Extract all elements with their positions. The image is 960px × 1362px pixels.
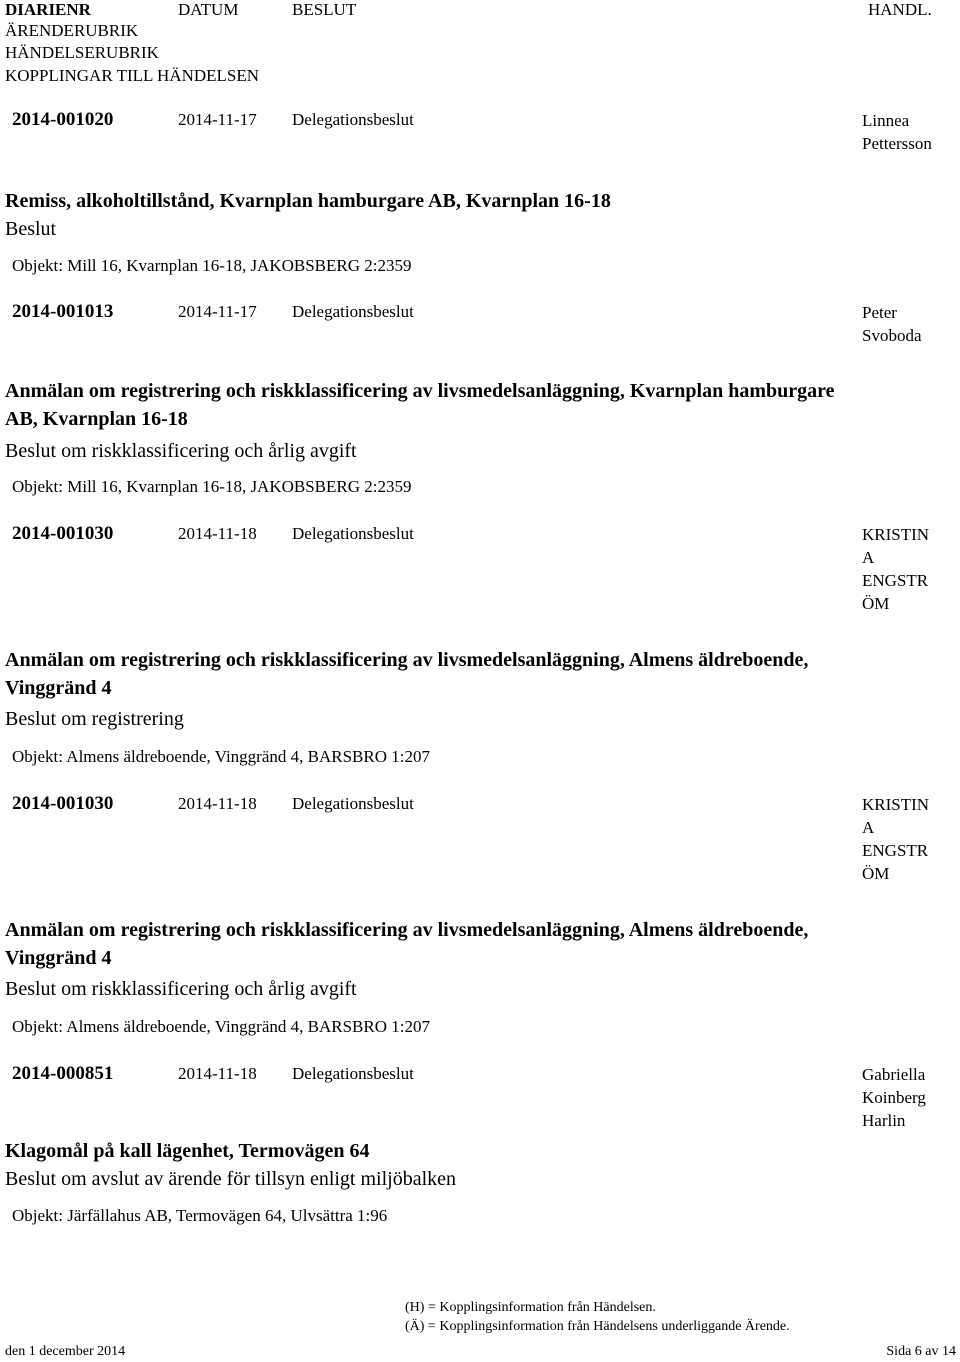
entry-datum: 2014-11-18 [178,1064,257,1083]
entry-handelserubrik: Beslut om riskklassificering och årlig avgift [5,440,357,462]
entry-objekt: Objekt: Mill 16, Kvarnplan 16-18, JAKOBSBERG 2:2359 [12,256,412,275]
entry-arenderubrik: Klagomål på kall lägenhet, Termovägen 64 [5,1140,370,1162]
handlaggare-line: Koinberg [862,1088,926,1107]
entry-handlaggare [862,301,954,347]
entry-handlaggare [862,109,954,155]
footnote-a: (Ä) = Kopplingsinformation från Händelsens underliggande Ärende. [405,1319,790,1334]
entry-beslut: Delegationsbeslut [292,110,414,129]
handlaggare-line: Gabriella [862,1065,926,1084]
column-header-handl: HANDL. [868,0,932,19]
column-header-handelserubrik: HÄNDELSERUBRIK [5,43,159,62]
entry-diarienr: 2014-000851 [12,1063,114,1084]
handlaggare-line: ENGSTR [862,841,929,860]
handlaggare-line: Svoboda [862,326,922,345]
handlaggare-line: ÖM [862,864,890,883]
entry-beslut: Delegationsbeslut [292,794,414,813]
entry-objekt: Objekt: Almens äldreboende, Vinggränd 4, BARSBRO 1:207 [12,747,430,766]
entry-datum: 2014-11-17 [178,302,257,321]
entry-handelserubrik: Beslut om riskklassificering och årlig avgift [5,978,357,1000]
handlaggare-line: KRISTIN [862,795,930,814]
entry-meta-row [0,300,960,345]
footnote-h: (H) = Kopplingsinformation från Händelsen. [405,1300,656,1315]
column-header-arenderubrik: ÄRENDERUBRIK [5,21,139,40]
entry-objekt: Objekt: Järfällahus AB, Termovägen 64, Ulvsättra 1:96 [12,1206,388,1225]
column-header-beslut: BESLUT [292,0,357,19]
entry-beslut: Delegationsbeslut [292,1064,414,1083]
entry-handelserubrik: Beslut om avslut av ärende för tillsyn enligt miljöbalken [5,1168,457,1190]
entry-objekt: Objekt: Almens äldreboende, Vinggränd 4, BARSBRO 1:207 [12,1017,430,1036]
handlaggare-line: Harlin [862,1111,906,1130]
entry-handelserubrik: Beslut [5,218,57,240]
entry-meta-row [0,1062,960,1130]
entry-diarienr: 2014-001030 [12,523,114,544]
entry-meta-row [0,522,960,613]
entry-meta-row [0,108,960,153]
entry-handlaggare [862,1063,954,1132]
footer-page-number: Sida 6 av 14 [886,1344,956,1359]
handlaggare-line: ÖM [862,594,890,613]
handlaggare-line: Pettersson [862,134,932,153]
entry-beslut: Delegationsbeslut [292,524,414,543]
entry-arenderubrik: Remiss, alkoholtillstånd, Kvarnplan hamburgare AB, Kvarnplan 16-18 [5,190,611,212]
entry-meta-row [0,792,960,883]
footer-date: den 1 december 2014 [5,1344,126,1359]
entry-datum: 2014-11-17 [178,110,257,129]
entry-beslut: Delegationsbeslut [292,302,414,321]
handlaggare-line: ENGSTR [862,571,929,590]
entry-datum: 2014-11-18 [178,524,257,543]
handlaggare-line: Linnea [862,111,910,130]
entry-diarienr: 2014-001020 [12,109,114,130]
handlaggare-line: A [862,548,875,567]
entry-arenderubrik: Anmälan om registrering och riskklassificering av livsmedelsanläggning, Almens äldreboende, Vinggränd 4 [5,919,809,969]
entry-handlaggare [862,523,954,615]
entry-arenderubrik: Anmälan om registrering och riskklassificering av livsmedelsanläggning, Kvarnplan hamburgare AB, Kvarnplan 16-18 [5,380,835,430]
handlaggare-line: Peter [862,303,897,322]
entry-objekt: Objekt: Mill 16, Kvarnplan 16-18, JAKOBSBERG 2:2359 [12,477,412,496]
column-header-kopplingar: KOPPLINGAR TILL HÄNDELSEN [5,66,260,85]
handlaggare-line: KRISTIN [862,525,930,544]
entry-handlaggare [862,793,954,885]
column-header-datum: DATUM [178,0,239,19]
handlaggare-line: A [862,818,875,837]
entry-datum: 2014-11-18 [178,794,257,813]
entry-arenderubrik: Anmälan om registrering och riskklassificering av livsmedelsanläggning, Almens äldreboende, Vinggränd 4 [5,649,809,699]
entry-diarienr: 2014-001013 [12,301,114,322]
entry-diarienr: 2014-001030 [12,793,114,814]
column-header-diarienr: DIARIENR [5,0,91,19]
entry-handelserubrik: Beslut om registrering [5,708,184,730]
